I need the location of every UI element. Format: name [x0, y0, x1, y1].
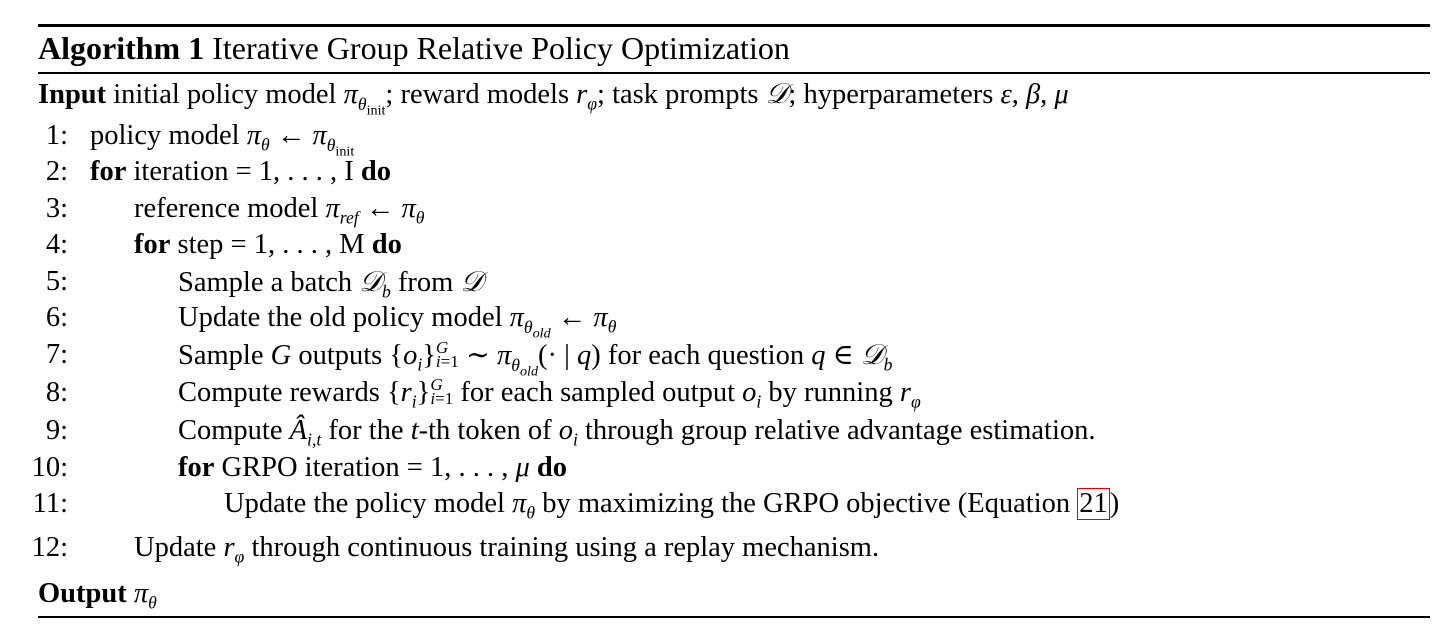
loop-range: iteration = 1, . . . , I [133, 156, 354, 187]
algorithm-label: Algorithm 1 [38, 30, 205, 66]
line-text: reference model $\pi_{ref}$ ← $\pi_\theta$ [134, 193, 425, 228]
line-number: 3: [45, 193, 68, 224]
do-keyword: do [371, 229, 402, 260]
line-number: 8: [45, 377, 68, 408]
line-text: Update the policy model $\pi_\theta$ by maximizing the GRPO objective (Equation 21) [224, 488, 1120, 523]
output-line [38, 576, 157, 612]
line-number: 4: [45, 229, 68, 260]
loop-range: step = 1, . . . , M [177, 229, 365, 260]
line-number: 2: [45, 156, 68, 187]
output-text: $\pi_\theta$ [133, 578, 157, 613]
line-text [134, 227, 402, 263]
line-text: Update the old policy model $\pi_{\theta_{old}}$ ← $\pi_\theta$ [178, 302, 617, 342]
line-text: Sample G outputs $\{o_i\}$ G i=1 ∼ $\pi_{\theta_{old}}(\cdot$ | q) for each question q ∈ 𝒟$_b$ [178, 337, 893, 380]
line-number: 7: [45, 339, 68, 370]
top-rule [38, 24, 1430, 27]
line-number: 11: [32, 488, 68, 519]
line-text [90, 154, 391, 190]
line-number: 12: [31, 532, 68, 563]
input-label: Input [38, 79, 107, 110]
line-text: Compute $Â_{i,t}$ for the t-th token of $o_i$ through group relative advantage estimation. [178, 415, 1096, 450]
algorithm-title [38, 28, 790, 68]
do-keyword: do [360, 156, 392, 187]
for-keyword: for [178, 452, 215, 483]
line-number: 5: [45, 266, 68, 297]
do-keyword: do [536, 452, 567, 483]
line-text: for GRPO iteration = 1, . . . , μ do [178, 452, 567, 483]
line-text: Update $r_\varphi$ through continuous training using a replay mechanism. [134, 532, 880, 567]
line-text: Compute rewards $\{r_i\}$ G i=1 for each sampled output $o_i$ by running $r_\varphi$ [178, 374, 921, 412]
title-rule [38, 72, 1430, 74]
for-keyword: for [134, 229, 171, 260]
bottom-rule [38, 616, 1430, 618]
line-number: 1: [45, 120, 68, 151]
input-text: initial policy model $\pi_{\theta_{init}}$; reward models $r_\varphi$; task prompts 𝒟; hyperparameters ε, β, μ [113, 77, 1069, 119]
algorithm-name: Iterative Group Relative Policy Optimization [212, 30, 790, 66]
output-label: Output [38, 578, 127, 609]
line-number: 9: [45, 415, 68, 446]
equation-ref-link[interactable]: 21 [1079, 488, 1108, 519]
line-number: 6: [45, 302, 68, 333]
line-number: 10: [31, 452, 68, 483]
input-line [38, 76, 1069, 119]
line-text: policy model $\pi_\theta$ ← $\pi_{\theta_{init}}$ [90, 120, 355, 160]
for-keyword: for [90, 156, 127, 187]
line-text: Sample a batch 𝒟$_b$ from 𝒟 [178, 265, 484, 302]
